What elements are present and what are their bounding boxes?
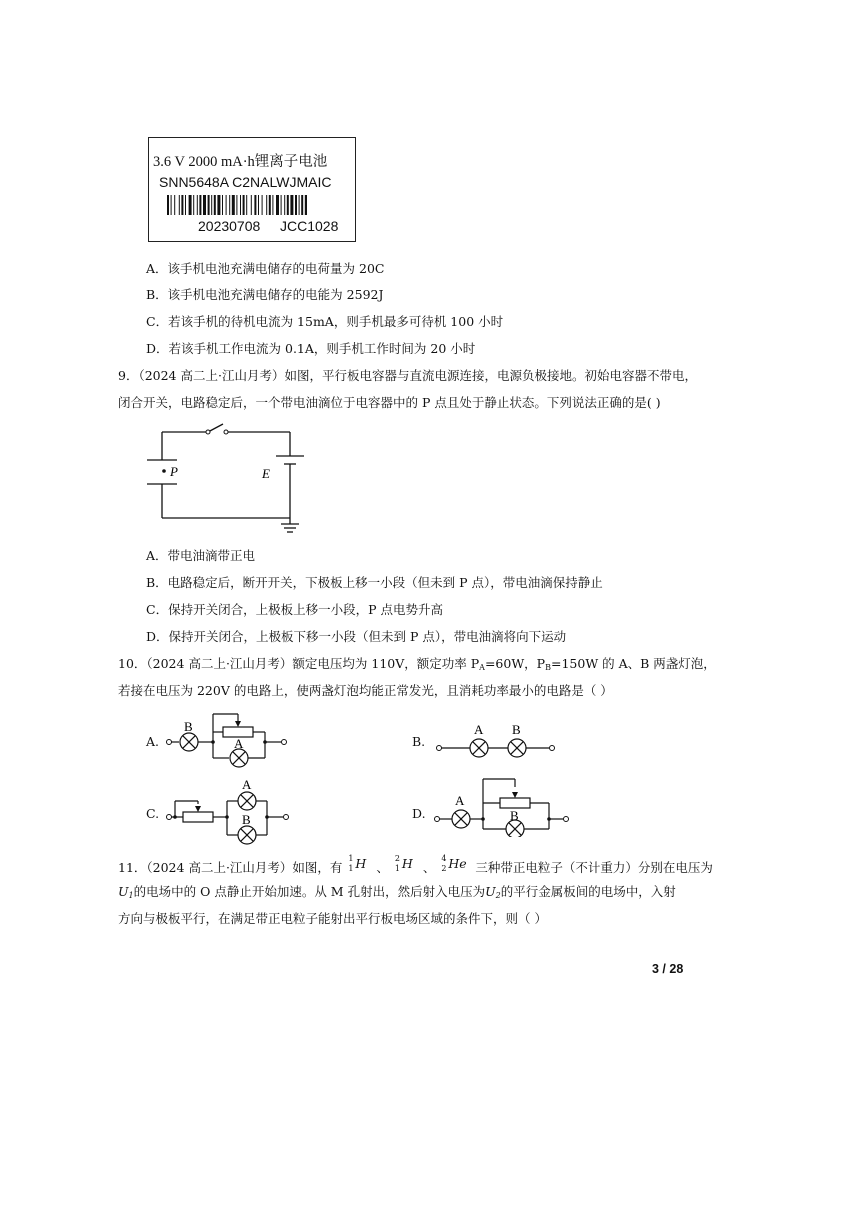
q8-option-a: A．该手机电池充满电储存的电荷量为 20C — [146, 261, 385, 276]
q8-option-c: C．若该手机的待机电流为 15mA，则手机最多可待机 100 小时 — [146, 314, 504, 329]
lamp-b-label: B — [512, 722, 521, 737]
q10-circuit-d — [433, 775, 573, 837]
q10-circuit-c — [165, 777, 295, 845]
q9-option-a: A．带电油滴带正电 — [146, 548, 256, 563]
point-p-label: P — [170, 464, 178, 479]
battery-label — [148, 137, 356, 242]
q8-option-d: D．若该手机工作电流为 0.1A，则手机工作时间为 20 小时 — [146, 341, 476, 356]
q10-stem-line1: 10．（2024 高二上·江山月考）额定电压均为 110V，额定功率 $P_A=60W$，$P_B=150W$ 的 A、B 两盏灯泡， — [118, 656, 716, 672]
q10-option-d-label: D. — [412, 806, 426, 821]
lamp-a-label: A — [455, 793, 465, 808]
isotope-h1: 1 1 H — [348, 854, 367, 873]
q10-option-c-label: C. — [146, 806, 160, 821]
q10-circuit-a — [165, 712, 295, 774]
lamp-b-label: B — [184, 719, 193, 734]
battery-date-code: 20230708 — [198, 218, 261, 234]
lamp-a-label: A — [474, 722, 484, 737]
q9-option-b: B．电路稳定后，断开开关，下极板上移一小段（但未到 P 点），带电油滴保持静止 — [146, 575, 603, 590]
q11-stem-line2: $U_1$的电场中的 O 点静止开始加速。从 M 孔射出，然后射入电压为$U_2$的平行金属板间的电场中，入射 — [118, 884, 676, 900]
q11-stem-line1: 11．（2024 高二上·江山月考）如图，有 1 1 H 、 2 1 H 、 4 2 He 三种带正电粒子（不计重力）分别在电压为 — [118, 854, 713, 875]
q10-stem-line2: 若接在电压为 220V 的电路上，使两盏灯泡均能正常发光，且消耗功率最小的电路是（ ） — [118, 683, 613, 698]
page-number: 3 / 28 — [652, 962, 684, 976]
battery-spec: 3.6 V 2000 mA·h锂离子电池 — [153, 154, 328, 170]
q9-option-c: C．保持开关闭合，上极板上移一小段，P 点电势升高 — [146, 602, 443, 617]
q9-option-d: D．保持开关闭合，上极板下移一小段（但未到 P 点），带电油滴将向下运动 — [146, 629, 567, 644]
lamp-a-label: A — [242, 777, 252, 792]
lamp-a-label: A — [234, 736, 244, 751]
lamp-b-label: B — [242, 812, 251, 827]
q9-stem-line1: 9．（2024 高二上·江山月考）如图，平行板电容器与直流电源连接，电源负极接地。初始电容器不带电， — [118, 368, 697, 383]
q9-capacitor-circuit — [140, 420, 310, 540]
source-e-label: E — [262, 466, 270, 481]
lamp-b-label: B — [510, 808, 519, 823]
isotope-h2: 2 1 H — [394, 854, 413, 873]
battery-lot-code: JCC1028 — [280, 218, 339, 234]
q10-option-b-label: B. — [412, 734, 426, 749]
barcode — [167, 195, 307, 215]
q10-option-a-label: A. — [146, 734, 160, 749]
q11-stem-line3: 方向与极板平行，在满足带正电粒子能射出平行板电场区域的条件下，则（ ） — [118, 911, 547, 926]
q10-circuit-b — [435, 718, 560, 763]
isotope-he4: 4 2 He — [441, 854, 467, 873]
q8-option-b: B．该手机电池充满电储存的电能为 2592J — [146, 287, 384, 302]
q9-stem-line2: 闭合开关，电路稳定后，一个带电油滴位于电容器中的 P 点且处于静止状态。下列说法正确的是( ) — [118, 395, 661, 410]
battery-model: SNN5648A C2NALWJMAIC — [159, 174, 332, 190]
